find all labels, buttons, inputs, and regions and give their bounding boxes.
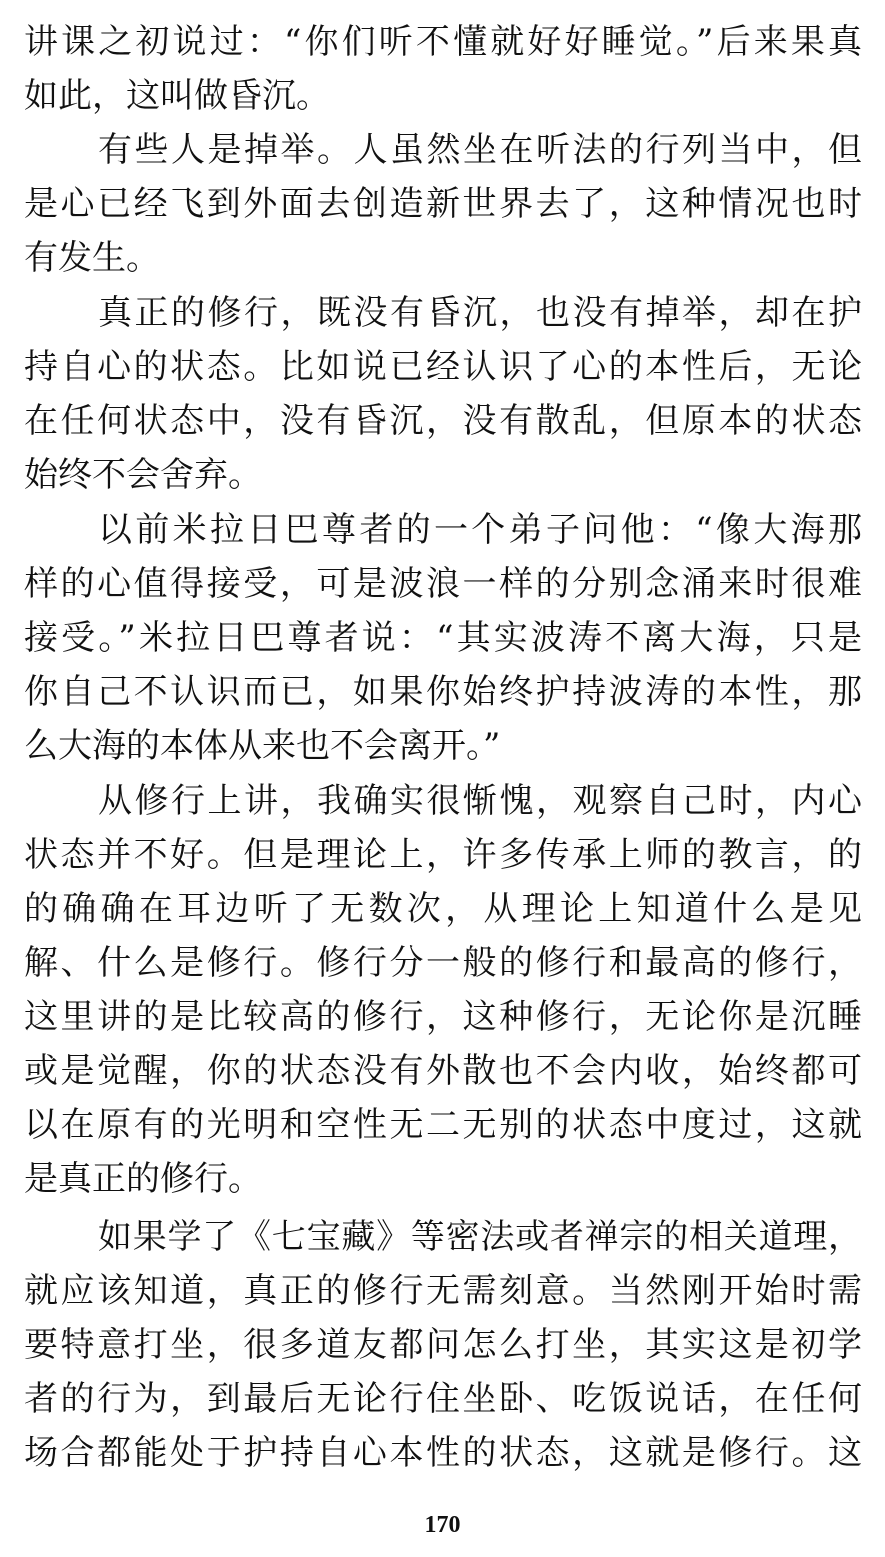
text-line: 以在原有的光明和空性无二无别的状态中度过，这就 [24, 1105, 862, 1145]
text-line: 者的行为，到最后无论行住坐卧、吃饭说话，在任何 [24, 1379, 862, 1419]
text-line: 要特意打坐，很多道友都问怎么打坐，其实这是初学 [24, 1325, 862, 1365]
text-line: 或是觉醒，你的状态没有外散也不会内收，始终都可 [24, 1051, 862, 1091]
text-line: 始终不会舍弃。 [24, 455, 262, 495]
text-line: 样的心值得接受，可是波浪一样的分别念涌来时很难 [24, 564, 862, 604]
text-line: 从修行上讲，我确实很惭愧，观察自己时，内心 [98, 781, 862, 821]
text-line: 如此，这叫做昏沉。 [24, 76, 330, 116]
text-line: 如果学了《七宝藏》等密法或者禅宗的相关道理， [98, 1217, 862, 1257]
text-line: 就应该知道，真正的修行无需刻意。当然刚开始时需 [24, 1271, 862, 1311]
text-line: 真正的修行，既没有昏沉，也没有掉举，却在护 [98, 293, 862, 333]
text-line: 是真正的修行。 [24, 1159, 262, 1199]
text-line: 场合都能处于护持自心本性的状态，这就是修行。这 [24, 1433, 862, 1473]
text-line: 讲课之初说过：“你们听不懂就好好睡觉。”后来果真 [24, 22, 862, 62]
text-line: 你自己不认识而已，如果你始终护持波涛的本性，那 [24, 672, 862, 712]
text-line: 有些人是掉举。人虽然坐在听法的行列当中，但 [98, 130, 862, 170]
text-line: 的确确在耳边听了无数次，从理论上知道什么是见 [24, 889, 862, 929]
text-line: 这里讲的是比较高的修行，这种修行，无论你是沉睡 [24, 997, 862, 1037]
text-line: 在任何状态中，没有昏沉，没有散乱，但原本的状态 [24, 401, 862, 441]
text-line: 有发生。 [24, 238, 160, 278]
text-line: 接受。”米拉日巴尊者说：“其实波涛不离大海，只是 [24, 618, 862, 658]
text-line: 解、什么是修行。修行分一般的修行和最高的修行， [24, 943, 862, 983]
text-line: 以前米拉日巴尊者的一个弟子问他：“像大海那 [98, 510, 862, 550]
text-line: 是心已经飞到外面去创造新世界去了，这种情况也时 [24, 184, 862, 224]
text-line: 么大海的本体从来也不会离开。” [24, 726, 501, 766]
text-line: 持自心的状态。比如说已经认识了心的本性后，无论 [24, 347, 862, 387]
text-line: 状态并不好。但是理论上，许多传承上师的教言，的 [24, 835, 862, 875]
page-number: 170 [424, 1512, 461, 1538]
